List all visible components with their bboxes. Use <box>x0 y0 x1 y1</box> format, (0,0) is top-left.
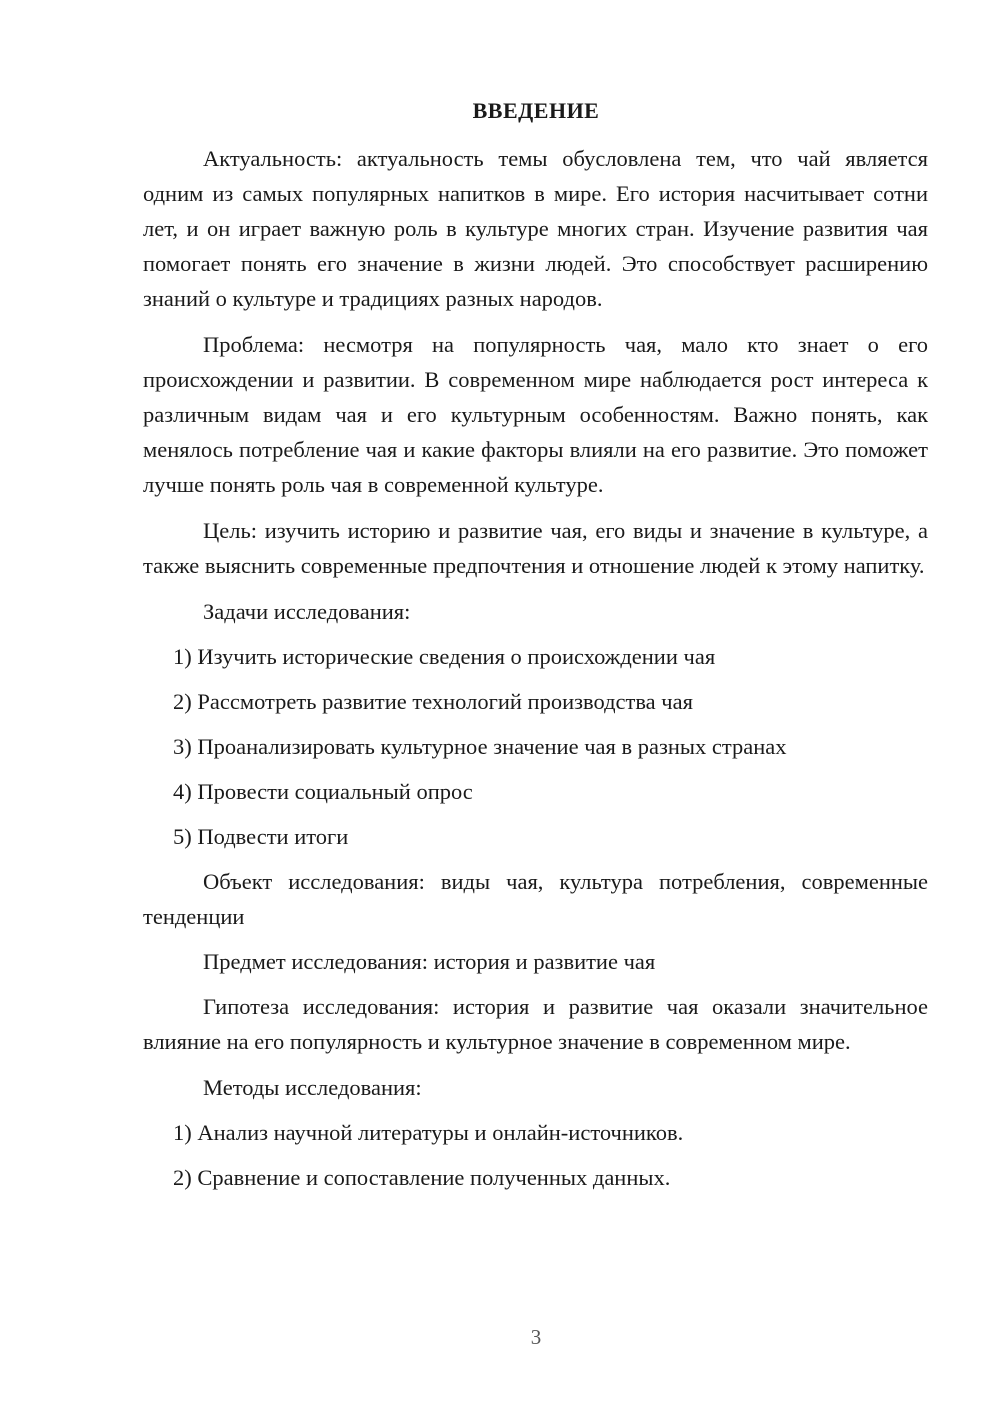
method-item-1: 1) Анализ научной литературы и онлайн-источников. <box>173 1120 684 1145</box>
task-item-2: 2) Рассмотреть развитие технологий производства чая <box>173 689 693 714</box>
body-text <box>143 141 928 1195</box>
method-item-2: 2) Сравнение и сопоставление полученных данных. <box>173 1165 671 1190</box>
task-item-4: 4) Провести социальный опрос <box>173 779 473 804</box>
tasks-heading: Задачи исследования: <box>203 599 411 624</box>
subject-paragraph: Предмет исследования: история и развитие чая <box>203 949 656 974</box>
problem-paragraph: Проблема: несмотря на популярность чая, мало кто знает о его происхождении и развитии. В современном мире наблюдается рост интереса к различным видам чая и его культурным особенностям. Важно понять, как менялось потребление чая и какие факторы влияли на его развитие. Это поможет лучше понять роль чая в современной культуре. <box>143 332 928 497</box>
page-title: ВВЕДЕНИЕ <box>472 98 600 123</box>
page-number: 3 <box>530 1325 542 1349</box>
task-item-3: 3) Проанализировать культурное значение чая в разных странах <box>173 734 787 759</box>
relevance-paragraph: Актуальность: актуальность темы обусловлена тем, что чай является одним из самых популярных напитков в мире. Его история насчитывает сотни лет, и он играет важную роль в культуре многих стран. Изучение развития чая помогает понять его значение в жизни людей. Это способствует расширению знаний о культуре и традициях разных народов. <box>143 146 928 311</box>
task-item-5: 5) Подвести итоги <box>173 824 349 849</box>
hypothesis-paragraph: Гипотеза исследования: история и развитие чая оказали значительное влияние на его популярность и культурное значение в современном мире. <box>143 994 928 1054</box>
goal-paragraph: Цель: изучить историю и развитие чая, его виды и значение в культуре, а также выяснить современные предпочтения и отношение людей к этому напитку. <box>143 518 928 578</box>
task-item-1: 1) Изучить исторические сведения о происхождении чая <box>173 644 716 669</box>
object-paragraph: Объект исследования: виды чая, культура потребления, современные тенденции <box>143 869 928 929</box>
methods-heading: Методы исследования: <box>203 1075 422 1100</box>
